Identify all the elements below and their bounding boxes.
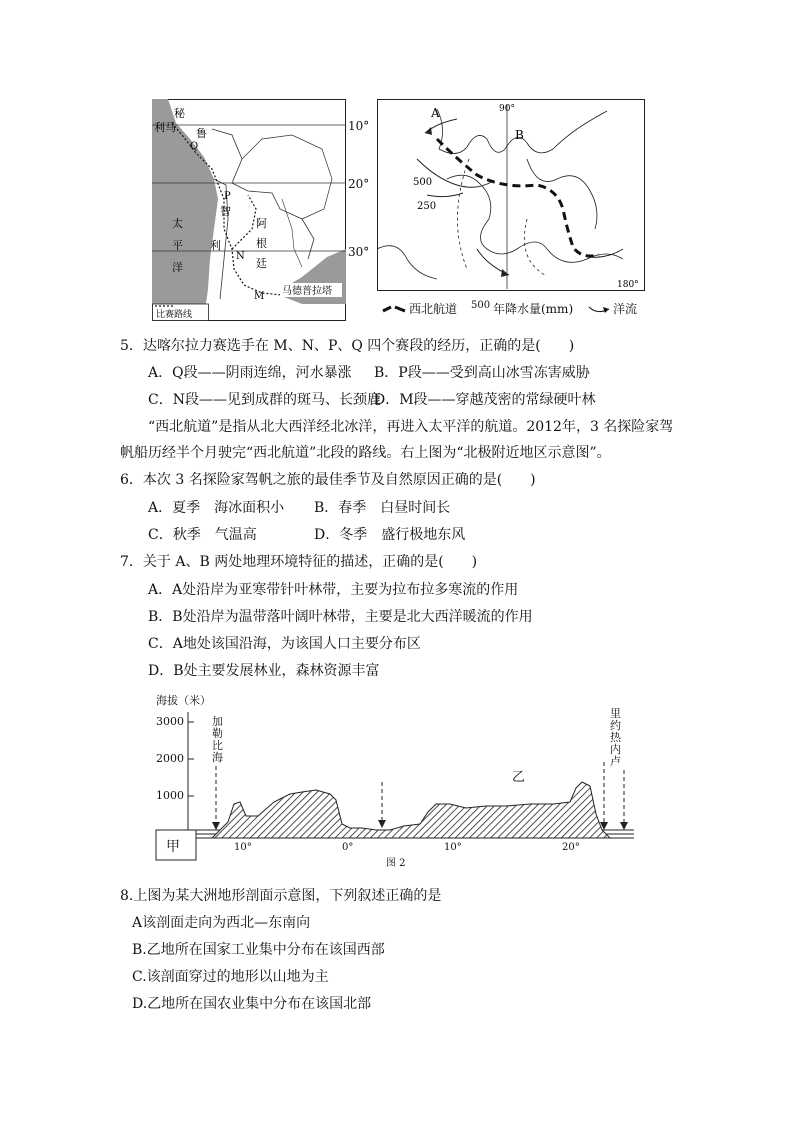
- q6-option-c: C．秋季 气温高: [148, 527, 257, 543]
- label-caribbean-sea: 加勒比海: [212, 715, 223, 764]
- q7-option-c: C．A地处该国沿海，为该国人口主要分布区: [148, 636, 421, 652]
- legend-route-icon: [381, 303, 407, 315]
- label-rio-de-janeiro: 里约热内卢: [610, 707, 621, 768]
- lat-10-label: 10°: [348, 119, 370, 133]
- legend-precip-label: 年降水量(mm): [493, 302, 574, 316]
- legend-label: 比赛路线: [156, 310, 193, 320]
- label-chile-1: 智: [220, 205, 231, 218]
- label-argentina-3: 廷: [256, 257, 267, 270]
- south-america-map-svg: [152, 99, 346, 321]
- label-iso-500: 500: [413, 177, 433, 188]
- label-yi: 乙: [512, 770, 526, 785]
- q7-option-a: A．A处沿岸为亚寒带针叶林带，主要为拉布拉多寒流的作用: [148, 582, 519, 598]
- q8-option-d: D.乙地所在国农业集中分布在该国北部: [132, 996, 372, 1012]
- label-chile-2: 利: [210, 239, 221, 252]
- south-america-map: [152, 99, 370, 321]
- intro-line-1: “西北航道”是指从北大西洋经北冰洋，再进入太平洋的航道。2012年，3 名探险家驾: [148, 419, 674, 435]
- profile-caption: 图 2: [386, 858, 406, 869]
- label-argentina-1: 阿: [256, 217, 267, 230]
- ytick-label-2000: 2000: [156, 752, 184, 765]
- label-argentina-2: 根: [256, 237, 267, 250]
- xtick-label-20s: 20°: [562, 842, 580, 853]
- xtick-label-0: 0°: [342, 842, 354, 853]
- legend-current-label: 洋流: [613, 302, 638, 316]
- label-lon-90: 90°: [499, 104, 515, 114]
- arrow-right-2-head: [620, 822, 628, 830]
- label-lima: 利马: [154, 121, 176, 134]
- q8-option-b: B.乙地所在国家工业集中分布在该国西部: [132, 942, 385, 958]
- q7-option-b: B．B处沿岸为温带落叶阔叶林带，主要是北大西洋暖流的作用: [148, 609, 533, 625]
- label-A: A: [431, 106, 440, 120]
- q5-option-b: B．P段——受到高山冰雪冻害威胁: [374, 365, 590, 381]
- q7-stem: 7．关于 A、B 两处地理环境特征的描述，正确的是( ): [120, 554, 478, 570]
- profile-ylabel: 海拔（米）: [156, 694, 211, 707]
- lat-20-label: 20°: [348, 177, 370, 191]
- legend-route-label: 西北航道: [409, 302, 458, 316]
- q5-stem: 5．达喀尔拉力赛选手在 M、N、P、Q 四个赛段的经历，正确的是( ): [120, 338, 575, 354]
- q6-option-a: A．夏季 海冰面积小: [148, 500, 285, 516]
- xtick-label-10w: 10°: [234, 842, 252, 853]
- legend-current-icon: [587, 303, 611, 315]
- label-pacific-3: 洋: [172, 261, 183, 274]
- intro-line-2: 帆船历经半个月驶完“西北航道”北段的路线。右上图为“北极附近地区示意图”。: [120, 445, 611, 461]
- arctic-map-svg: [377, 99, 645, 291]
- label-N: N: [236, 251, 245, 262]
- arrow-middle-head: [378, 820, 386, 828]
- label-mardelplata: 马德普拉塔: [282, 286, 332, 297]
- arctic-map: [377, 99, 645, 324]
- label-iso-250: 250: [417, 201, 437, 212]
- lat-30-label: 30°: [348, 245, 370, 259]
- q8-option-c: C.该剖面穿过的地形以山地为主: [132, 969, 329, 985]
- q7-option-d: D．B处主要发展林业，森林资源丰富: [148, 663, 380, 679]
- arrow-caribbean-head: [212, 822, 220, 830]
- legend-precip-number: 500: [471, 300, 491, 311]
- q6-option-d: D．冬季 盛行极地东风: [314, 527, 466, 543]
- q5-option-c: C．N段——见到成群的斑马、长颈鹿: [148, 392, 381, 408]
- q6-stem: 6．本次 3 名探险家驾帆之旅的最佳季节及自然原因正确的是( ): [120, 472, 536, 488]
- label-M: M: [254, 291, 265, 302]
- terrain-profile: [212, 782, 610, 838]
- label-B: B: [515, 128, 524, 142]
- label-Q: Q: [190, 141, 199, 152]
- q5-option-d: D．M段——穿越茂密的常绿硬叶林: [374, 392, 596, 408]
- label-P: P: [224, 191, 231, 202]
- terrain-profile-figure: [150, 690, 650, 870]
- ytick-label-3000: 3000: [156, 715, 184, 728]
- label-peru-a: 秘: [174, 107, 185, 120]
- label-jia: 甲: [166, 839, 180, 855]
- q5-option-a: A．Q段——阴雨连绵，河水暴涨: [148, 365, 352, 381]
- q8-stem: 8.上图为某大洲地形剖面示意图，下列叙述正确的是: [120, 888, 442, 904]
- label-pacific-1: 太: [172, 217, 183, 230]
- q6-option-b: B．春季 白昼时间长: [314, 500, 451, 516]
- label-lon-180: 180°: [617, 280, 639, 290]
- label-peru-b: 鲁: [196, 127, 207, 140]
- ytick-label-1000: 1000: [156, 789, 184, 802]
- xtick-label-10s: 10°: [444, 842, 462, 853]
- q8-option-a: A该剖面走向为西北—东南向: [132, 915, 311, 931]
- label-pacific-2: 平: [172, 239, 183, 252]
- arctic-legend: [377, 299, 645, 319]
